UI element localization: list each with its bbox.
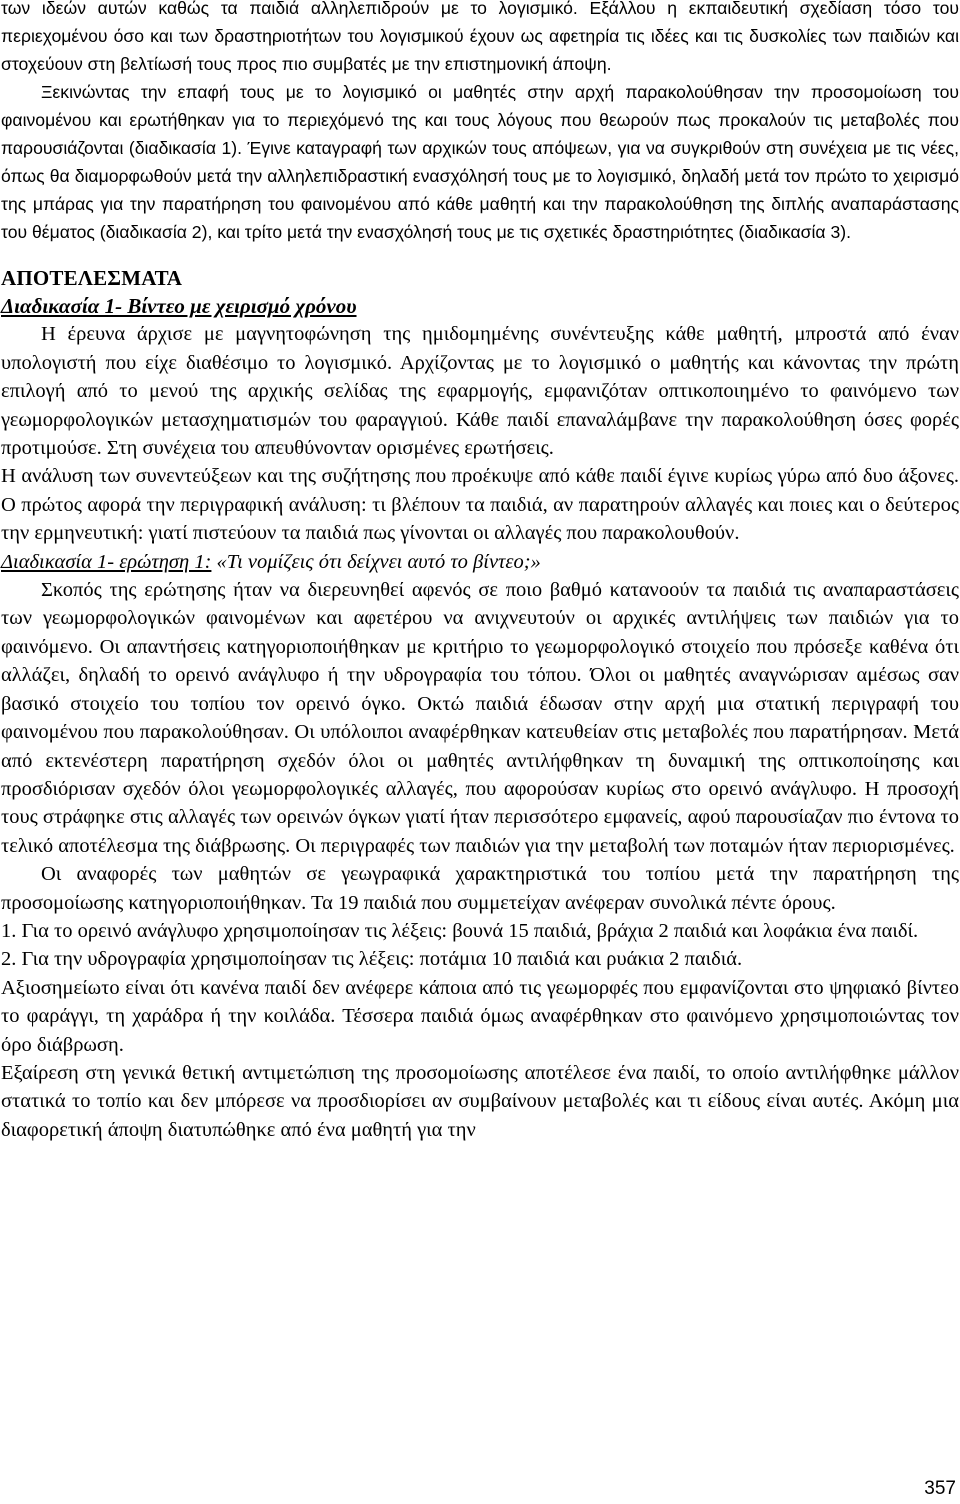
intro-paragraph: των ιδεών αυτών καθώς τα παιδιά αλληλεπιδρούν με το λογισμικό. Εξάλλου η εκπαιδευτική σχεδίαση τόσο του περιεχομένου όσο και των δραστηριοτήτων του λογισμικού έχουν ως αφετηρία τις ιδέες και τις δυσκολίες των παιδιών και στοχεύουν στη βελτίωσή τους προς πιο συμβατές με την επιστημονική άποψη. (1, 0, 959, 74)
page-number: 357 (924, 1478, 956, 1499)
list-item-2: 2. Για την υδρογραφία χρησιμοποίησαν τις λέξεις: ποτάμια 10 παιδιά και ρυάκια 2 παιδιά. (1, 948, 743, 971)
section1-paragraph-2: Η ανάλυση των συνεντεύξεων και της συζήτησης που προέκυψε από κάθε παιδί έγινε κυρίως γύρω από δυο άξονες. Ο πρώτος αφορά την περιγραφική ανάλυση: τι βλέπουν τα παιδιά, αν παρατηρούν αλλαγές και ποιες και ο δεύτερος την ερμηνευτική: γιατί πιστεύουν τα παιδιά πως γίνονται οι αλλαγές που παρακολουθούν. (1, 465, 959, 545)
question-text: «Τι νομίζεις ότι δείχνει αυτό το βίντεο;» (211, 550, 541, 573)
results-heading: ΑΠΟΤΕΛΕΣΜΑΤΑ (1, 266, 183, 290)
section-spacer (1, 246, 959, 264)
list-item-1: 1. Για το ορεινό ανάγλυφο χρησιμοποίησαν τις λέξεις: βουνά 15 παιδιά, βράχια 2 παιδιά και λοφάκια ένα παιδί. (1, 919, 919, 942)
section1-paragraph-4: Οι αναφορές των μαθητών σε γεωγραφικά χαρακτηριστικά του τοπίου μετά την παρατήρηση της προσομοίωσης κατηγοριοποιήθηκαν. Τα 19 παιδιά που συμμετείχαν ανέφεραν συνολικά πέντε όρους. (1, 863, 959, 914)
section1-title: Διαδικασία 1- Βίντεο με χειρισμό χρόνου (1, 294, 357, 318)
method-paragraph: Ξεκινώντας την επαφή τους με το λογισμικό οι μαθητές στην αρχή παρακολούθησαν την προσομοίωση του φαινομένου και ερωτήθηκαν για το περιεχόμενό της και τους λόγους που θεωρούν πως προκαλούν τις μεταβολές που παρουσιάζονται (διαδικασία 1). Έγινε καταγραφή των αρχικών τους απόψεων, για να συγκριθούν στη συνέχεια με τις νέες, όπως θα διαμορφωθούν μετά την αλληλεπιδραστική ενασχόλησή τους με το λογισμικό, δηλαδή μετά τον πρώτο το χειρισμό της μπάρας για την παρατήρηση του φαινομένου από κάθε μαθητή και την παρακολούθηση της διπλής αναπαράστασης του θέματος (διαδικασία 2), και τρίτο μετά την ενασχόλησή τους με τις σχετικές δραστηριότητες (διαδικασία 3). (1, 82, 959, 242)
section1-paragraph-6: Εξαίρεση στη γενικά θετική αντιμετώπιση της προσομοίωσης αποτέλεσε ένα παιδί, το οποίο αντιλήφθηκε μάλλον στατικά το τοπίο και δεν μπόρεσε να προσδιορίσει αν συμβαίνουν μεταβολές και τι είδους είναι αυτές. Ακόμη μια διαφορετική άποψη διατυπώθηκε από ένα μαθητή για την (1, 1061, 959, 1141)
question-label: Διαδικασία 1- ερώτηση 1: (1, 550, 212, 573)
question-line (1, 548, 959, 576)
section1-paragraph-5: Αξιοσημείωτο είναι ότι κανένα παιδί δεν ανέφερε κάποια από τις γεωμορφές που εμφανίζονται στο ψηφιακό βίντεο το φαράγγι, τη χαράδρα ή την κοιλάδα. Τέσσερα παιδιά όμως αναφέρθηκαν στο φαινόμενο χρησιμοποιώντας τον όρο διάβρωση. (1, 976, 959, 1056)
section1-paragraph-1: Η έρευνα άρχισε με μαγνητοφώνηση της ημιδομημένης συνέντευξης κάθε μαθητή, μπροστά από έναν υπολογιστή που είχε διαθέσιμο το λογισμικό. Αρχίζοντας με το λογισμικό ο μαθητής και κάνοντας την πρώτη επιλογή από το μενού της αρχικής σελίδας της εφαρμογής, εμφανιζόταν οπτικοποιημένο το φαινόμενο των γεωμορφολογικών μετασχηματισμών του φαραγγιού. Κάθε παιδί επαναλάμβανε την παρακολούθηση όσες φορές προτιμούσε. Στη συνέχεια του απευθύνονταν ορισμένες ερωτήσεις. (1, 323, 959, 460)
section1-paragraph-3: Σκοπός της ερώτησης ήταν να διερευνηθεί αφενός σε ποιο βαθμό κατανοούν τα παιδιά τις αναπαραστάσεις των γεωμορφολογικών φαινομένων και αφετέρου να ανιχνευτούν οι αρχικές αντιλήψεις των παιδιών για το φαινόμενο. Οι απαντήσεις κατηγοριοποιήθηκαν με κριτήριο το γεωμορφολογικό στοιχείο που πρόσεξε καθένα ότι αλλάζει, δηλαδή το ορεινό ανάγλυφο ή την υδρογραφία του τόπου. Όλοι οι μαθητές αναγνώρισαν αμέσως σαν βασικό στοιχείο του τοπίου τον ορεινό όγκο. Οκτώ παιδιά έδωσαν στην αρχή μια στατική περιγραφή του φαινομένου που παρακολούθησαν. Οι υπόλοιποι αναφέρθηκαν κατευθείαν στις μεταβολές που παρατήρησαν. Μετά από εκτενέστερη παρατήρηση σχεδόν όλοι οι μαθητές αντιλήφθηκαν τη δυναμική της οπτικοποίησης και προσδιόρισαν σχεδόν όλοι γεωμορφολογικές αλλαγές, που αφορούσαν κυρίως στο ορεινό ανάγλυφο. Η προσοχή τους στράφηκε στις αλλαγές των ορεινών όγκων γιατί ήταν περισσότερο εμφανείς, αφού παρουσίαζαν πιο έντονα το τελικό αποτέλεσμα της διάβρωσης. Οι περιγραφές των παιδιών για την μεταβολή των ποταμών ήταν περιορισμένες. (1, 579, 959, 857)
